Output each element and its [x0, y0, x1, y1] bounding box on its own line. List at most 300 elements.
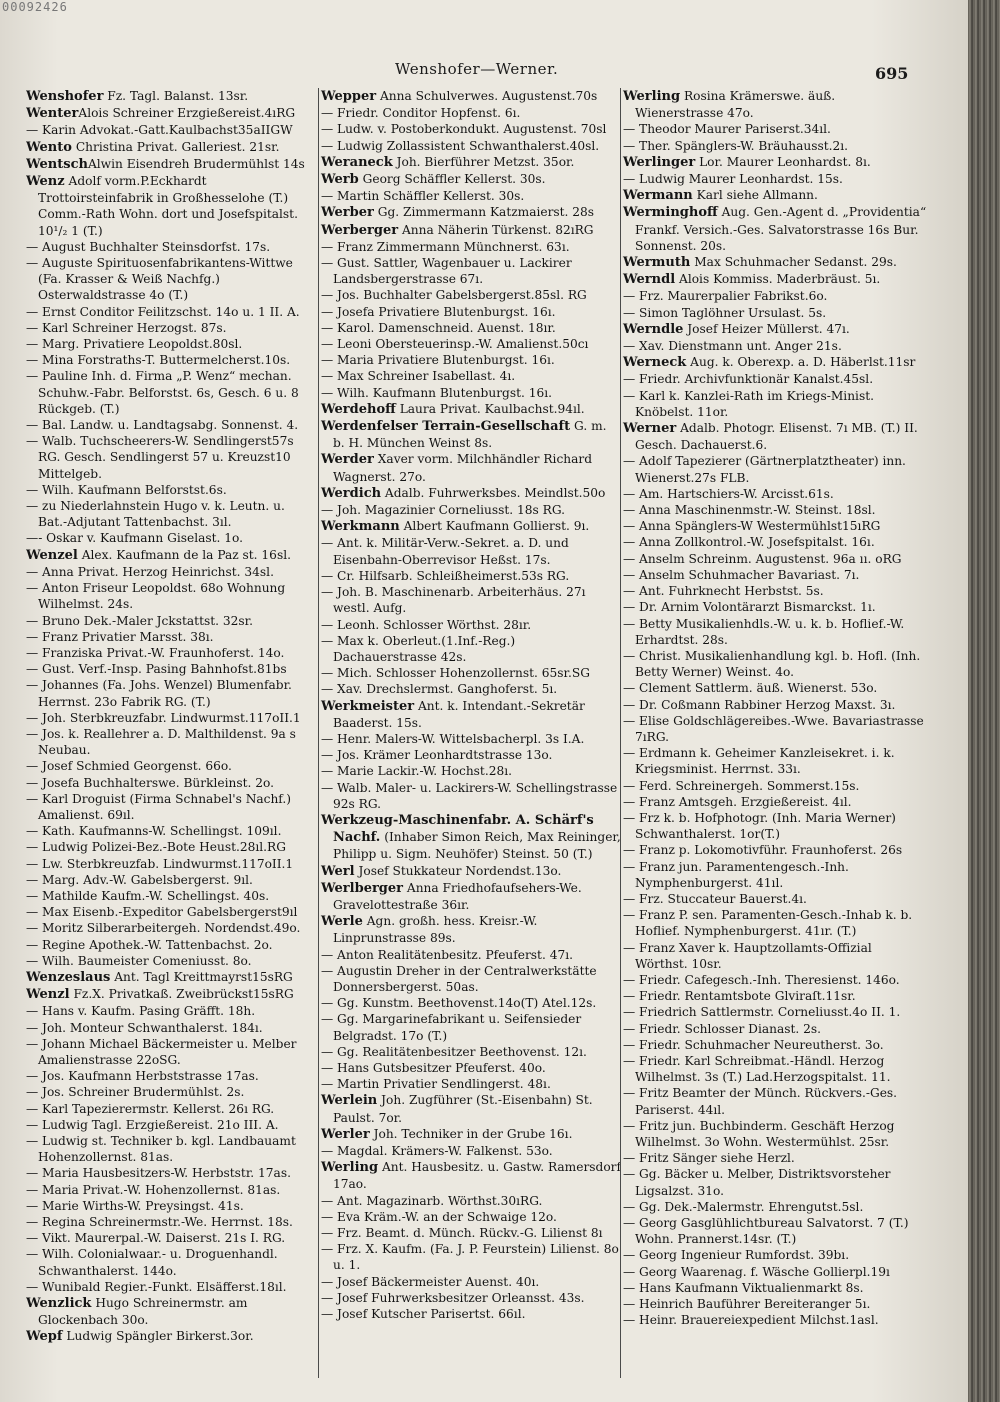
directory-entry: [623, 745, 927, 777]
entry-surname: Werb: [321, 172, 359, 188]
directory-entry: [623, 453, 927, 485]
directory-entry-head: [321, 1159, 621, 1192]
entry-text: Josef Heizer Müllerst. 47ı.: [683, 321, 850, 336]
directory-entry: [26, 629, 316, 645]
directory-entry: [26, 937, 316, 953]
entry-text: Ant. Tagl Kreittmayrst15sRG: [110, 969, 293, 984]
directory-entry: [623, 810, 927, 842]
directory-entry: [321, 1225, 621, 1241]
directory-entry: [26, 1279, 316, 1295]
directory-entry: [623, 859, 927, 891]
entry-text: — Mina Forstraths-T. Buttermelcherst.10s.: [26, 353, 291, 368]
entry-text: — Franz p. Lokomotivführ. Fraunhoferst. 26s: [623, 843, 903, 858]
directory-entry: [623, 940, 927, 972]
directory-entry-head: [321, 204, 621, 221]
entry-text: — Jos. k. Reallehrer a. D. Malthildenst. 9a s Neubau.: [26, 726, 296, 758]
entry-text: — Friedr. Cafegesch.-Inh. Theresienst. 146o.: [623, 972, 900, 987]
entry-surname: Werber: [321, 205, 374, 221]
directory-entry-head: [321, 698, 621, 731]
directory-entry: [623, 305, 927, 321]
entry-text: — Gg. Margarinefabrikant u. Seifensieder Belgradst. 17o (T.): [321, 1012, 582, 1043]
entry-text: Joh. Techniker in der Grube 16ı.: [369, 1126, 573, 1141]
entry-text: — Franz jun. Paramentengesch.-Inh. Nymphenburgerst. 41ıl.: [623, 859, 849, 890]
directory-entry: [26, 775, 316, 791]
entry-text: Agn. großh. hess. Kreisr.-W. Linprunstrasse 89s.: [333, 914, 538, 946]
entry-text: — Dr. Coßmann Rabbiner Herzog Maxst. 3ı.: [623, 697, 896, 712]
entry-text: — Fritz Sänger siehe Herzl.: [623, 1151, 795, 1166]
directory-entry: [623, 794, 927, 810]
entry-text: — Friedrich Sattlermstr. Corneliusst.4o II. 1.: [623, 1005, 901, 1020]
directory-entry: [321, 1241, 621, 1273]
directory-entry: [321, 947, 621, 963]
directory-entry: [26, 530, 316, 546]
directory-entry-head: [26, 986, 316, 1003]
entry-text: — Ernst Conditor Feilitzschst. 14o u. 1 II. A.: [26, 304, 300, 319]
entry-text: — Ludwig Tagl. Erzgießereist. 21o III. A.: [26, 1117, 279, 1132]
entry-surname: Werling: [623, 89, 681, 104]
entry-text: — Friedr. Archivfunktionär Kanalst.45sl.: [623, 372, 874, 387]
directory-entry-head: [26, 156, 316, 173]
directory-entry: [321, 255, 621, 287]
entry-text: — Heinr. Brauereiexpedient Milchst.1asl.: [623, 1313, 879, 1328]
directory-entry-head: [321, 485, 621, 502]
directory-entry: [321, 995, 621, 1011]
entry-text: — Johannes (Fa. Johs. Wenzel) Blumenfabr. Herrnst. 23o Fabrik RG. (T.): [26, 678, 292, 709]
entry-text: — zu Niederlahnstein Hugo v. k. Leutn. u. Bat.-Adjutant Tattenbachst. 3ıl.: [26, 499, 285, 530]
entry-text: Alois Schreiner Erzgießereist.4ıRG: [78, 106, 296, 121]
directory-entry-head: [321, 222, 621, 239]
entry-surname: Wenzlick: [26, 1296, 92, 1312]
entry-surname: Werdehoff: [321, 401, 396, 417]
entry-text: Aug. Gen.-Agent d. „Providentia“ Frankf. Versich.-Ges. Salvatorstrasse 16s Bur. Sonnenst. 20s.: [635, 205, 927, 253]
entry-text: Hugo Schreinermstr. am Glockenbach 30o.: [38, 1296, 248, 1328]
directory-entry: [623, 371, 927, 387]
entry-text: — Frz. Beamt. d. Münch. Rückv.-G. Lilienst 8ı: [321, 1226, 603, 1241]
directory-entry: [321, 763, 621, 779]
entry-surname: Werdenfelser Terrain-Gesellschaft: [321, 419, 571, 435]
directory-entry: [321, 121, 621, 137]
entry-text: — Karl Droguist (Firma Schnabel's Nachf.) Amalienst. 69ıl.: [26, 791, 292, 822]
entry-text: — Friedr. Schuhmacher Neureutherst. 3o.: [623, 1037, 884, 1052]
directory-entry: [26, 661, 316, 677]
entry-surname: Wepf: [26, 1329, 63, 1345]
entry-text: — Ferd. Schreinergeh. Sommerst.15s.: [623, 778, 860, 793]
directory-entry: [321, 1193, 621, 1209]
entry-surname: Werling: [321, 1160, 379, 1176]
entry-surname: Werlberger: [321, 880, 404, 896]
entry-text: — Vikt. Maurerpal.-W. Daiserst. 21s I. RG.: [26, 1231, 286, 1246]
directory-entry: [623, 338, 927, 354]
entry-text: — Frz. X. Kaufm. (Fa. J. P. Feurstein) Lilienst. 8o u. 1.: [321, 1242, 619, 1273]
directory-entry: [321, 584, 621, 616]
entry-text: — Joh. Monteur Schwanthalerst. 184ı.: [26, 1020, 263, 1035]
directory-entry: [26, 613, 316, 629]
directory-entry: [623, 567, 927, 583]
entry-text: Ludwig Spängler Birkerst.3or.: [62, 1329, 254, 1344]
directory-entry: [623, 599, 927, 615]
directory-entry: [623, 502, 927, 518]
directory-entry: [321, 320, 621, 336]
entry-text: Fz. Tagl. Balanst. 13sr.: [103, 89, 249, 103]
directory-entry-head: [623, 88, 927, 121]
entry-text: Anna Friedhofaufsehers-We. Gravelottestraße 36ır.: [333, 880, 582, 912]
entry-text: — Gg. Dek.-Malermstr. Ehrengutst.5sl.: [623, 1199, 864, 1214]
entry-text: — Wilh. Baumeister Comeniusst. 8o.: [26, 953, 252, 968]
directory-entry: [26, 904, 316, 920]
directory-entry: [623, 121, 927, 137]
directory-entry: [26, 791, 316, 823]
directory-entry: [623, 1037, 927, 1053]
entry-text: — Hans v. Kaufm. Pasing Gräfft. 18h.: [26, 1004, 256, 1019]
directory-entry: [321, 617, 621, 633]
entry-text: — Ant. Fuhrknecht Herbstst. 5s.: [623, 584, 824, 599]
directory-entry-head: [26, 969, 316, 986]
entry-text: — Anna Privat. Herzog Heinrichst. 34sl.: [26, 564, 274, 579]
entry-text: — Marie Wirths-W. Preysingst. 41s.: [26, 1198, 244, 1213]
running-head: Wenshofer—Werner.: [395, 60, 559, 78]
entry-text: — Ant. Magazinarb. Wörthst.30ıRG.: [321, 1193, 543, 1208]
entry-text: — Leoni Obersteuerinsp.-W. Amalienst.50cı: [321, 337, 589, 352]
entry-text: — Walb. Maler- u. Lackirers-W. Schellingstrasse 92s RG.: [321, 780, 618, 811]
directory-entry: [623, 1118, 927, 1150]
directory-entry: [321, 1274, 621, 1290]
entry-text: — Georg Waarenag. f. Wäsche Gollierpl.19ı: [623, 1264, 890, 1279]
entry-text: — Fritz jun. Buchbinderm. Geschäft Herzog Wilhelmst. 3o Wohn. Westermühlst. 25sr.: [623, 1118, 895, 1149]
entry-text: Gg. Zimmermann Katzmaierst. 28s: [373, 205, 595, 220]
entry-surname: Werder: [321, 452, 374, 468]
entry-text: — Franz Amtsgeh. Erzgießereist. 4ıl.: [623, 794, 852, 809]
directory-entry-head: [623, 254, 927, 271]
directory-entry: [623, 534, 927, 550]
entry-surname: Werkmann: [321, 519, 400, 535]
entry-text: — Moritz Silberarbeitergeh. Nordendst.49o.: [26, 921, 301, 936]
page-number: 695: [875, 64, 909, 83]
entry-surname: Werkzeug-Maschinenfabr. A. Schärf's Nachf.: [321, 812, 594, 846]
entry-text: — Martin Schäffler Kellerst. 30s.: [321, 189, 525, 204]
directory-entry: [26, 1084, 316, 1100]
entry-text: — Josef Fuhrwerksbesitzer Orleansst. 43s.: [321, 1290, 585, 1305]
entry-text: Max Schuhmacher Sedanst. 29s.: [690, 255, 897, 270]
entry-text: — Max Schreiner Isabellast. 4ı.: [321, 369, 516, 384]
entry-text: — Heinrich Bauführer Bereiteranger 5ı.: [623, 1297, 871, 1312]
entry-text: — Georg Ingenieur Rumfordst. 39bı.: [623, 1248, 850, 1263]
directory-entry: [321, 633, 621, 665]
directory-entry-head: [623, 420, 927, 453]
directory-entry: [623, 1280, 927, 1296]
entry-text: — Ther. Spänglers-W. Bräuhausst.2ı.: [623, 138, 849, 153]
directory-entry: [623, 616, 927, 648]
entry-text: — Magdal. Krämers-W. Falkenst. 53o.: [321, 1144, 553, 1158]
directory-entry: [321, 1290, 621, 1306]
directory-entry: [321, 535, 621, 567]
directory-entry-head: [321, 401, 621, 418]
directory-entry: [623, 778, 927, 794]
entry-text: — Pauline Inh. d. Firma „P. Wenz“ mechan. Schuhw.-Fabr. Belforstst. 6s, Gesch. 6 u. 8 Rückgeb. (T.): [26, 369, 299, 416]
entry-text: — Jos. Schreiner Brudermühlst. 2s.: [26, 1085, 245, 1100]
directory-entry: [26, 1182, 316, 1198]
directory-entry-head: [321, 1126, 621, 1143]
entry-text: — Betty Musikalienhdls.-W. u. k. b. Hoflief.-W. Erhardtst. 28s.: [623, 616, 905, 647]
entry-text: Rosina Krämerswe. äuß. Wienerstrasse 47o.: [635, 89, 836, 121]
directory-entry-head: [321, 913, 621, 946]
entry-text: Anna Schulverwes. Augustenst.70s: [376, 89, 598, 103]
directory-entry: [321, 731, 621, 747]
directory-entry: [26, 255, 316, 304]
directory-entry: [26, 352, 316, 368]
entry-text: Josef Stukkateur Nordendst.13o.: [354, 863, 562, 878]
directory-entry: [26, 645, 316, 661]
directory-entry: [26, 677, 316, 709]
directory-entry-head: [321, 418, 621, 451]
entry-text: — Gg. Realitätenbesitzer Beethovenst. 12ı.: [321, 1044, 587, 1059]
directory-entry: [26, 417, 316, 433]
entry-surname: Weraneck: [321, 154, 393, 170]
entry-text: Christina Privat. Galleriest. 21sr.: [71, 139, 280, 154]
entry-text: — Cr. Hilfsarb. Schleißheimerst.53s RG.: [321, 568, 570, 583]
entry-text: — Clement Sattlerm. äuß. Wienerst. 53o.: [623, 681, 878, 696]
entry-text: Lor. Maurer Leonhardst. 8ı.: [695, 154, 871, 169]
directory-entry: [26, 1246, 316, 1278]
directory-entry: [26, 482, 316, 498]
entry-text: — Elise Goldschlägereibes.-Wwe. Bavariastrasse 7ıRG.: [623, 713, 924, 744]
entry-text: — Martin Privatier Sendlingerst. 48ı.: [321, 1077, 551, 1092]
entry-text: — Karin Advokat.-Gatt.Kaulbachst35aIIGW: [26, 123, 293, 138]
directory-entry: [26, 823, 316, 839]
directory-entry: [321, 1011, 621, 1043]
entry-text: — Dr. Arnim Volontärarzt Bismarckst. 1ı.: [623, 600, 876, 615]
directory-entry: [623, 972, 927, 988]
entry-text: — Marg. Adv.-W. Gabelsbergerst. 9ıl.: [26, 872, 253, 887]
entry-text: — Kath. Kaufmanns-W. Schellingst. 109ıl.: [26, 824, 282, 839]
directory-entry: [321, 568, 621, 584]
directory-entry: [321, 780, 621, 812]
entry-text: Joh. Zugführer (St.-Eisenbahn) St. Paulst. 7or.: [333, 1093, 593, 1125]
directory-entry: [623, 1215, 927, 1247]
entry-text: Anna Näherin Türkenst. 82ıRG: [398, 222, 594, 237]
entry-text: Adalb. Fuhrwerksbes. Meindlst.50o: [381, 485, 606, 500]
entry-text: — Am. Hartschiers-W. Arcisst.61s.: [623, 486, 834, 501]
entry-surname: Werkmeister: [321, 698, 415, 714]
entry-text: (Inhaber Simon Reich, Max Reininger, Philipp u. Sigm. Neuhöfer) Steinst. 50 (T.): [333, 830, 621, 862]
entry-text: — Jos. Buchhalter Gabelsbergerst.85sl. RG: [321, 288, 587, 303]
directory-entry-head: [26, 1328, 316, 1345]
entry-surname: Wenzel: [26, 547, 78, 563]
directory-entry-head: [623, 271, 927, 288]
entry-text: — Adolf Tapezierer (Gärtnerplatztheater) inn. Wienerst.27s FLB.: [623, 454, 906, 485]
directory-entry: [26, 1133, 316, 1165]
directory-entry: [321, 304, 621, 320]
entry-text: — Georg Gasglühlichtbureau Salvatorst. 7 (T.) Wohn. Prannerst.14sr. (T.): [623, 1216, 909, 1247]
entry-text: Fz.X. Privatkaß. Zweibrückst15sRG: [69, 987, 294, 1002]
directory-entry: [26, 320, 316, 336]
directory-entry: [26, 368, 316, 417]
entry-text: — Augustin Dreher in der Centralwerkstätte Donnersbergerst. 50as.: [321, 963, 597, 994]
directory-columns: [26, 88, 926, 1378]
entry-text: — Xav. Drechslermst. Ganghoferst. 5ı.: [321, 682, 558, 697]
directory-entry-head: [26, 105, 316, 122]
directory-entry: [623, 583, 927, 599]
entry-surname: Wepper: [321, 89, 377, 104]
directory-entry-head: [623, 154, 927, 171]
entry-surname: Wenshofer: [26, 89, 104, 104]
entry-text: — Hans Kaufmann Viktualienmarkt 8s.: [623, 1280, 864, 1295]
directory-entry-head: [623, 354, 927, 371]
entry-surname: Werndl: [623, 272, 676, 288]
directory-entry: [623, 1312, 927, 1328]
entry-surname: Wenzl: [26, 987, 70, 1003]
entry-text: — Josef Bäckermeister Auenst. 40ı.: [321, 1274, 540, 1289]
directory-entry: [623, 680, 927, 696]
entry-text: — Wilh. Kaufmann Belforstst.6s.: [26, 482, 227, 497]
directory-entry: [623, 988, 927, 1004]
directory-entry-head: [321, 88, 621, 105]
directory-entry: [623, 697, 927, 713]
directory-entry: [26, 239, 316, 255]
directory-entry: [623, 1085, 927, 1117]
entry-text: — Bal. Landw. u. Landtagsabg. Sonnenst. 4.: [26, 418, 299, 433]
column-left: [26, 88, 316, 1378]
entry-text: Alois Kommiss. Maderbräust. 5ı.: [675, 272, 881, 287]
entry-text: Adolf vorm.P.Eckhardt Trottoirsteinfabrik in Großhesselohe (T.) Comm.-Rath Wohn. dort und Josefspitalst. 10¹/₂ 1 (T.): [38, 174, 298, 238]
entry-text: — Ludwig Maurer Leonhardst. 15s.: [623, 172, 843, 187]
directory-entry: [26, 1068, 316, 1084]
entry-surname: Werl: [321, 863, 355, 879]
entry-text: — Fritz Beamter der Münch. Rückvers.-Ges. Pariserst. 44ıl.: [623, 1086, 898, 1117]
directory-entry: [26, 888, 316, 904]
entry-text: — Regina Schreinermstr.-We. Herrnst. 18s.: [26, 1215, 293, 1230]
entry-text: — Anton Friseur Leopoldst. 68o Wohnung Wilhelmst. 24s.: [26, 581, 286, 612]
entry-text: — Bruno Dek.-Maler Jckstattst. 32sr.: [26, 613, 254, 628]
entry-text: — Frz k. b. Hofphotogr. (Inh. Maria Werner) Schwanthalerst. 1or(T.): [623, 810, 896, 842]
directory-entry-head: [321, 451, 621, 484]
entry-text: — Simon Taglöhner Ursulast. 5s.: [623, 305, 827, 320]
directory-entry-head: [321, 171, 621, 188]
directory-entry: [26, 433, 316, 482]
directory-entry: [623, 648, 927, 680]
entry-text: — Wilh. Kaufmann Blutenburgst. 16ı.: [321, 385, 553, 400]
entry-text: — Karl Schreiner Herzogst. 87s.: [26, 320, 227, 335]
entry-text: — Regine Apothek.-W. Tattenbachst. 2o.: [26, 937, 273, 952]
entry-surname: Werminghoff: [623, 205, 718, 221]
directory-entry: [321, 747, 621, 763]
entry-text: — Eva Kräm.-W. an der Schwaige 12o.: [321, 1209, 557, 1224]
directory-entry: [26, 856, 316, 872]
directory-entry-head: [26, 173, 316, 239]
directory-entry: [26, 726, 316, 758]
entry-surname: Wenz: [26, 174, 65, 190]
entry-text: — Leonh. Schlosser Wörthst. 28ır.: [321, 617, 532, 632]
entry-text: — Karl k. Kanzlei-Rath im Kriegs-Minist. Knöbelst. 11or.: [623, 388, 874, 419]
entry-text: Alex. Kaufmann de la Paz st. 16sl.: [77, 547, 291, 562]
directory-entry: [623, 518, 927, 534]
directory-entry: [321, 502, 621, 518]
entry-text: — Lw. Sterbkreuzfab. Lindwurmst.117oII.1: [26, 856, 294, 871]
directory-entry: [321, 1044, 621, 1060]
entry-text: — Franz P. sen. Paramenten-Gesch.-Inhab k. b. Hoflief. Nymphenburgerst. 41ır. (T.): [623, 908, 913, 939]
entry-text: — Wunibald Regier.-Funkt. Elsäfferst.18ıl.: [26, 1279, 287, 1294]
directory-entry: [321, 336, 621, 352]
directory-entry: [321, 1076, 621, 1092]
directory-entry: [321, 105, 621, 121]
column-right: [620, 88, 927, 1378]
entry-text: Aug. k. Oberexp. a. D. Häberlst.11sr: [686, 355, 916, 370]
directory-entry: [321, 368, 621, 384]
entry-text: — Jos. Krämer Leonhardtstrasse 13o.: [321, 748, 553, 763]
directory-entry-head: [321, 863, 621, 880]
entry-text: — Franz Xaver k. Hauptzollamts-Offizial Wörthst. 10sr.: [623, 940, 872, 971]
directory-entry: [26, 1117, 316, 1133]
entry-text: — Josef Kutscher Parisertst. 66ıl.: [321, 1307, 526, 1322]
entry-text: — Marg. Privatiere Leopoldst.80sl.: [26, 337, 243, 352]
entry-text: — Ludwig Polizei-Bez.-Bote Heust.28ıl.RG: [26, 840, 286, 855]
directory-entry: [26, 839, 316, 855]
directory-entry-head: [321, 518, 621, 535]
directory-entry: [623, 171, 927, 187]
entry-text: — Walb. Tuchscheerers-W. Sendlingerst57s RG. Gesch. Sendlingerst 57 u. Kreuzst10 Mittelgeb.: [26, 434, 294, 481]
directory-entry: [26, 758, 316, 774]
entry-text: —- Oskar v. Kaufmann Giselast. 1o.: [26, 531, 244, 546]
entry-text: — Anton Realitätenbesitz. Pfeuferst. 47ı.: [321, 947, 573, 962]
directory-entry: [26, 336, 316, 352]
entry-text: — Xav. Dienstmann unt. Anger 21s.: [623, 339, 842, 354]
directory-entry: [321, 188, 621, 204]
entry-text: Joh. Bierführer Metzst. 35or.: [392, 154, 575, 169]
entry-text: — Henr. Malers-W. Wittelsbacherpl. 3s I.A.: [321, 731, 585, 746]
entry-text: — Anna Zollkontrol.-W. Josefspitalst. 16ı.: [623, 535, 875, 550]
entry-text: — Ludw. v. Postoberkondukt. Augustenst. 70sl: [321, 122, 607, 137]
entry-text: — Gust. Sattler, Wagenbauer u. Lackirer Landsbergerstrasse 67ı.: [321, 256, 572, 287]
entry-text: — Gust. Verf.-Insp. Pasing Bahnhofst.81bs: [26, 662, 287, 677]
directory-entry: [321, 1209, 621, 1225]
directory-entry: [26, 1198, 316, 1214]
book-page-edges: [968, 0, 1000, 1402]
entry-text: — Gg. Kunstm. Beethovenst.14o(T) Atel.12s.: [321, 996, 597, 1011]
directory-entry: [26, 1020, 316, 1036]
directory-entry-head: [321, 1092, 621, 1125]
entry-text: — Karl Tapezierermstr. Kellerst. 26ı RG.: [26, 1101, 275, 1116]
entry-text: — Mich. Schlosser Hohenzollernst. 65sr.SG: [321, 666, 590, 681]
entry-text: — Josefa Privatiere Blutenburgst. 16ı.: [321, 304, 556, 319]
entry-surname: Wermuth: [623, 255, 691, 271]
entry-text: — Ludwig Zollassistent Schwanthalerst.40sl.: [321, 138, 600, 153]
entry-surname: Wenzeslaus: [26, 969, 111, 985]
entry-text: Laura Privat. Kaulbachst.94ıl.: [395, 401, 585, 416]
entry-text: — Joh. B. Maschinenarb. Arbeiterhäus. 27ı westl. Aufg.: [321, 585, 586, 616]
directory-entry: [623, 1199, 927, 1215]
directory-entry: [623, 1247, 927, 1263]
directory-entry: [623, 486, 927, 502]
entry-text: — Karol. Damenschneid. Auenst. 18ır.: [321, 320, 556, 335]
directory-entry-head: [26, 1295, 316, 1328]
directory-entry: [26, 122, 316, 138]
directory-entry: [26, 1165, 316, 1181]
entry-text: — Johann Michael Bäckermeister u. Melber Amalienstrasse 22oSG.: [26, 1036, 297, 1067]
entry-surname: Werdich: [321, 485, 382, 501]
directory-entry: [26, 1101, 316, 1117]
entry-text: — Ludwig st. Techniker b. kgl. Landbauamt Hohenzollernst. 81as.: [26, 1134, 296, 1165]
directory-entry: [26, 304, 316, 320]
directory-entry: [623, 1053, 927, 1085]
entry-text: Alwin Eisendreh Brudermühlst 14s: [87, 156, 305, 171]
entry-text: — Theodor Maurer Pariserst.34ıl.: [623, 122, 831, 137]
entry-surname: Werndle: [623, 321, 684, 337]
column-middle: [318, 88, 621, 1378]
directory-entry-head: [321, 154, 621, 171]
directory-entry: [26, 498, 316, 530]
entry-text: — Franz Privatier Marsst. 38ı.: [26, 629, 214, 644]
entry-text: Albert Kaufmann Gollierst. 9ı.: [399, 519, 590, 534]
entry-text: — Jos. Kaufmann Herbststrasse 17as.: [26, 1069, 259, 1084]
